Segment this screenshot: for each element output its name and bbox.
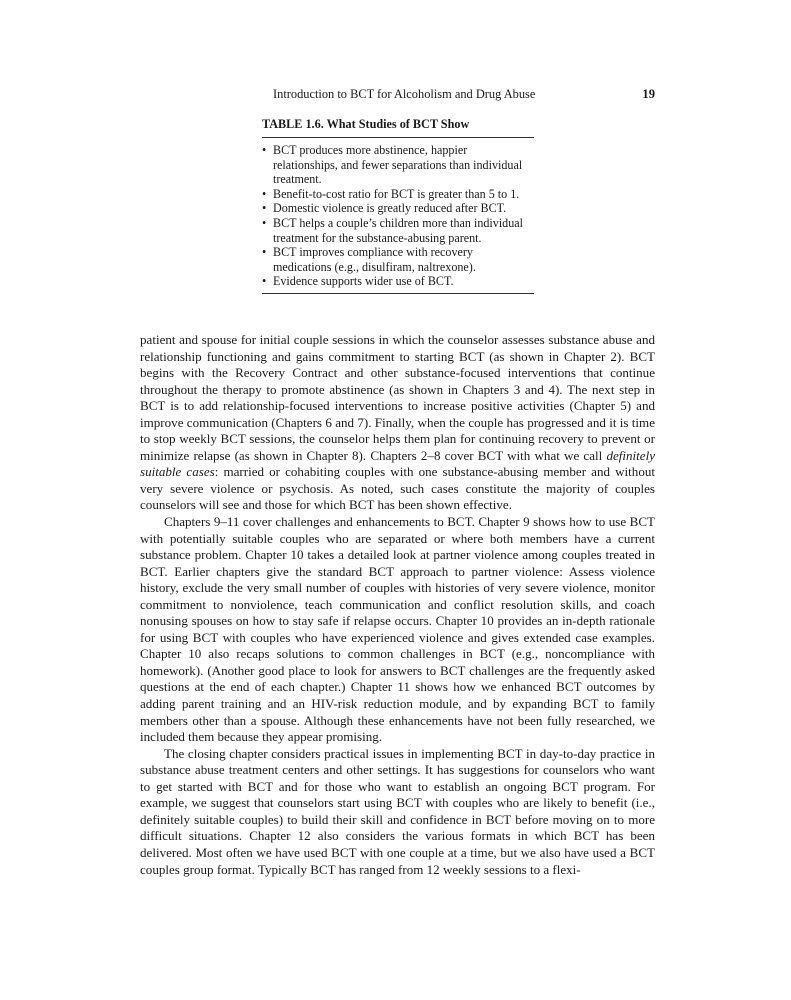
emphasis-term: definitely suitable cases [140,447,655,480]
table-item: • Evidence supports wider use of BCT. [262,274,534,289]
paragraph-1-start: patient and spouse for initial couple sessions in which the counselor assesses substance abuse and relationship functioning and gains commitment to starting BCT (as shown in Chapter 2). BCT begins with the Recovery Contract and other substance-focused interventions that continue throughout the therapy to promote abstinence (as shown in Chapters 3 and 4). The next step in BCT is to add relationship-focused interventions to increase positive activities (Chapter 5) and improve communication (Chapters 6 and 7). Finally, when the couple has progressed and it is time to stop weekly BCT sessions, the counselor helps them plan for continuing recovery to prevent or minimize relapse (as shown in Chapter 8). Chapters 2–8 cover BCT with what we call [140,332,655,463]
summary-table [262,116,534,294]
table-title: TABLE 1.6. What Studies of BCT Show [262,116,534,138]
table-list [262,138,534,294]
paragraph-2: Chapters 9–11 cover challenges and enhancements to BCT. Chapter 9 shows how to use BCT with potentially suitable couples who are separated or where both members have a current substance problem. Chapter 10 takes a detailed look at partner violence among couples treated in BCT. Earlier chapters give the standard BCT approach to partner violence: Assess violence history, exclude the very small number of couples with histories of very severe violence, monitor commitment to nonviolence, teach communication and conflict resolution skills, and coach nonusing spouses on how to stay safe if relapse occurs. Chapter 10 provides an in-depth rationale for using BCT with couples who have experienced violence and gives extended case examples. Chapter 10 also recaps solutions to common challenges in BCT (e.g., noncompliance with homework). (Another good place to look for answers to BCT challenges are the frequently asked questions at the end of each chapter.) Chapter 11 shows how we enhanced BCT outcomes by adding parent training and an HIV-risk reduction module, and by expanding BCT to family members other than a spouse. Although these enhancements have not been fully researched, we included them because they appear promising. [140,514,655,745]
table-item: • BCT improves compliance with recovery medications (e.g., disulfiram, naltrexone). [262,245,534,274]
paragraph-3: The closing chapter considers practical issues in implementing BCT in day-to-day practice in substance abuse treatment centers and other settings. It has suggestions for counselors who want to get started with BCT and for those who want to establish an ongoing BCT program. For example, we suggest that counselors start using BCT with couples who are likely to benefit (i.e., definitely suitable couples) to build their skill and confidence in BCT before moving on to more difficult situations. Chapter 12 also considers the various formats in which BCT has been delivered. Most often we have used BCT with one couple at a time, but we also have used a BCT couples group format. Typically BCT has ranged from 12 weekly sessions to a flexi- [140,745,655,877]
paragraph-1-end: : married or cohabiting couples with one substance-abusing member and without very severe violence or psychosis. As noted, such cases constitute the majority of couples counselors will see and those for which BCT has been shown effective. [140,464,655,513]
running-title: Introduction to BCT for Alcoholism and Drug Abuse [273,87,536,101]
table-item: • Benefit-to-cost ratio for BCT is greater than 5 to 1. [262,187,534,202]
running-head [273,86,655,103]
table-item: • BCT produces more abstinence, happier relationships, and fewer separations than individual treatment. [262,143,534,187]
paragraph-1 [140,332,655,514]
body-text [140,332,655,878]
page-number: 19 [642,87,655,101]
table-item: • BCT helps a couple’s children more than individual treatment for the substance-abusing parent. [262,216,534,245]
table-item: • Domestic violence is greatly reduced after BCT. [262,201,534,216]
